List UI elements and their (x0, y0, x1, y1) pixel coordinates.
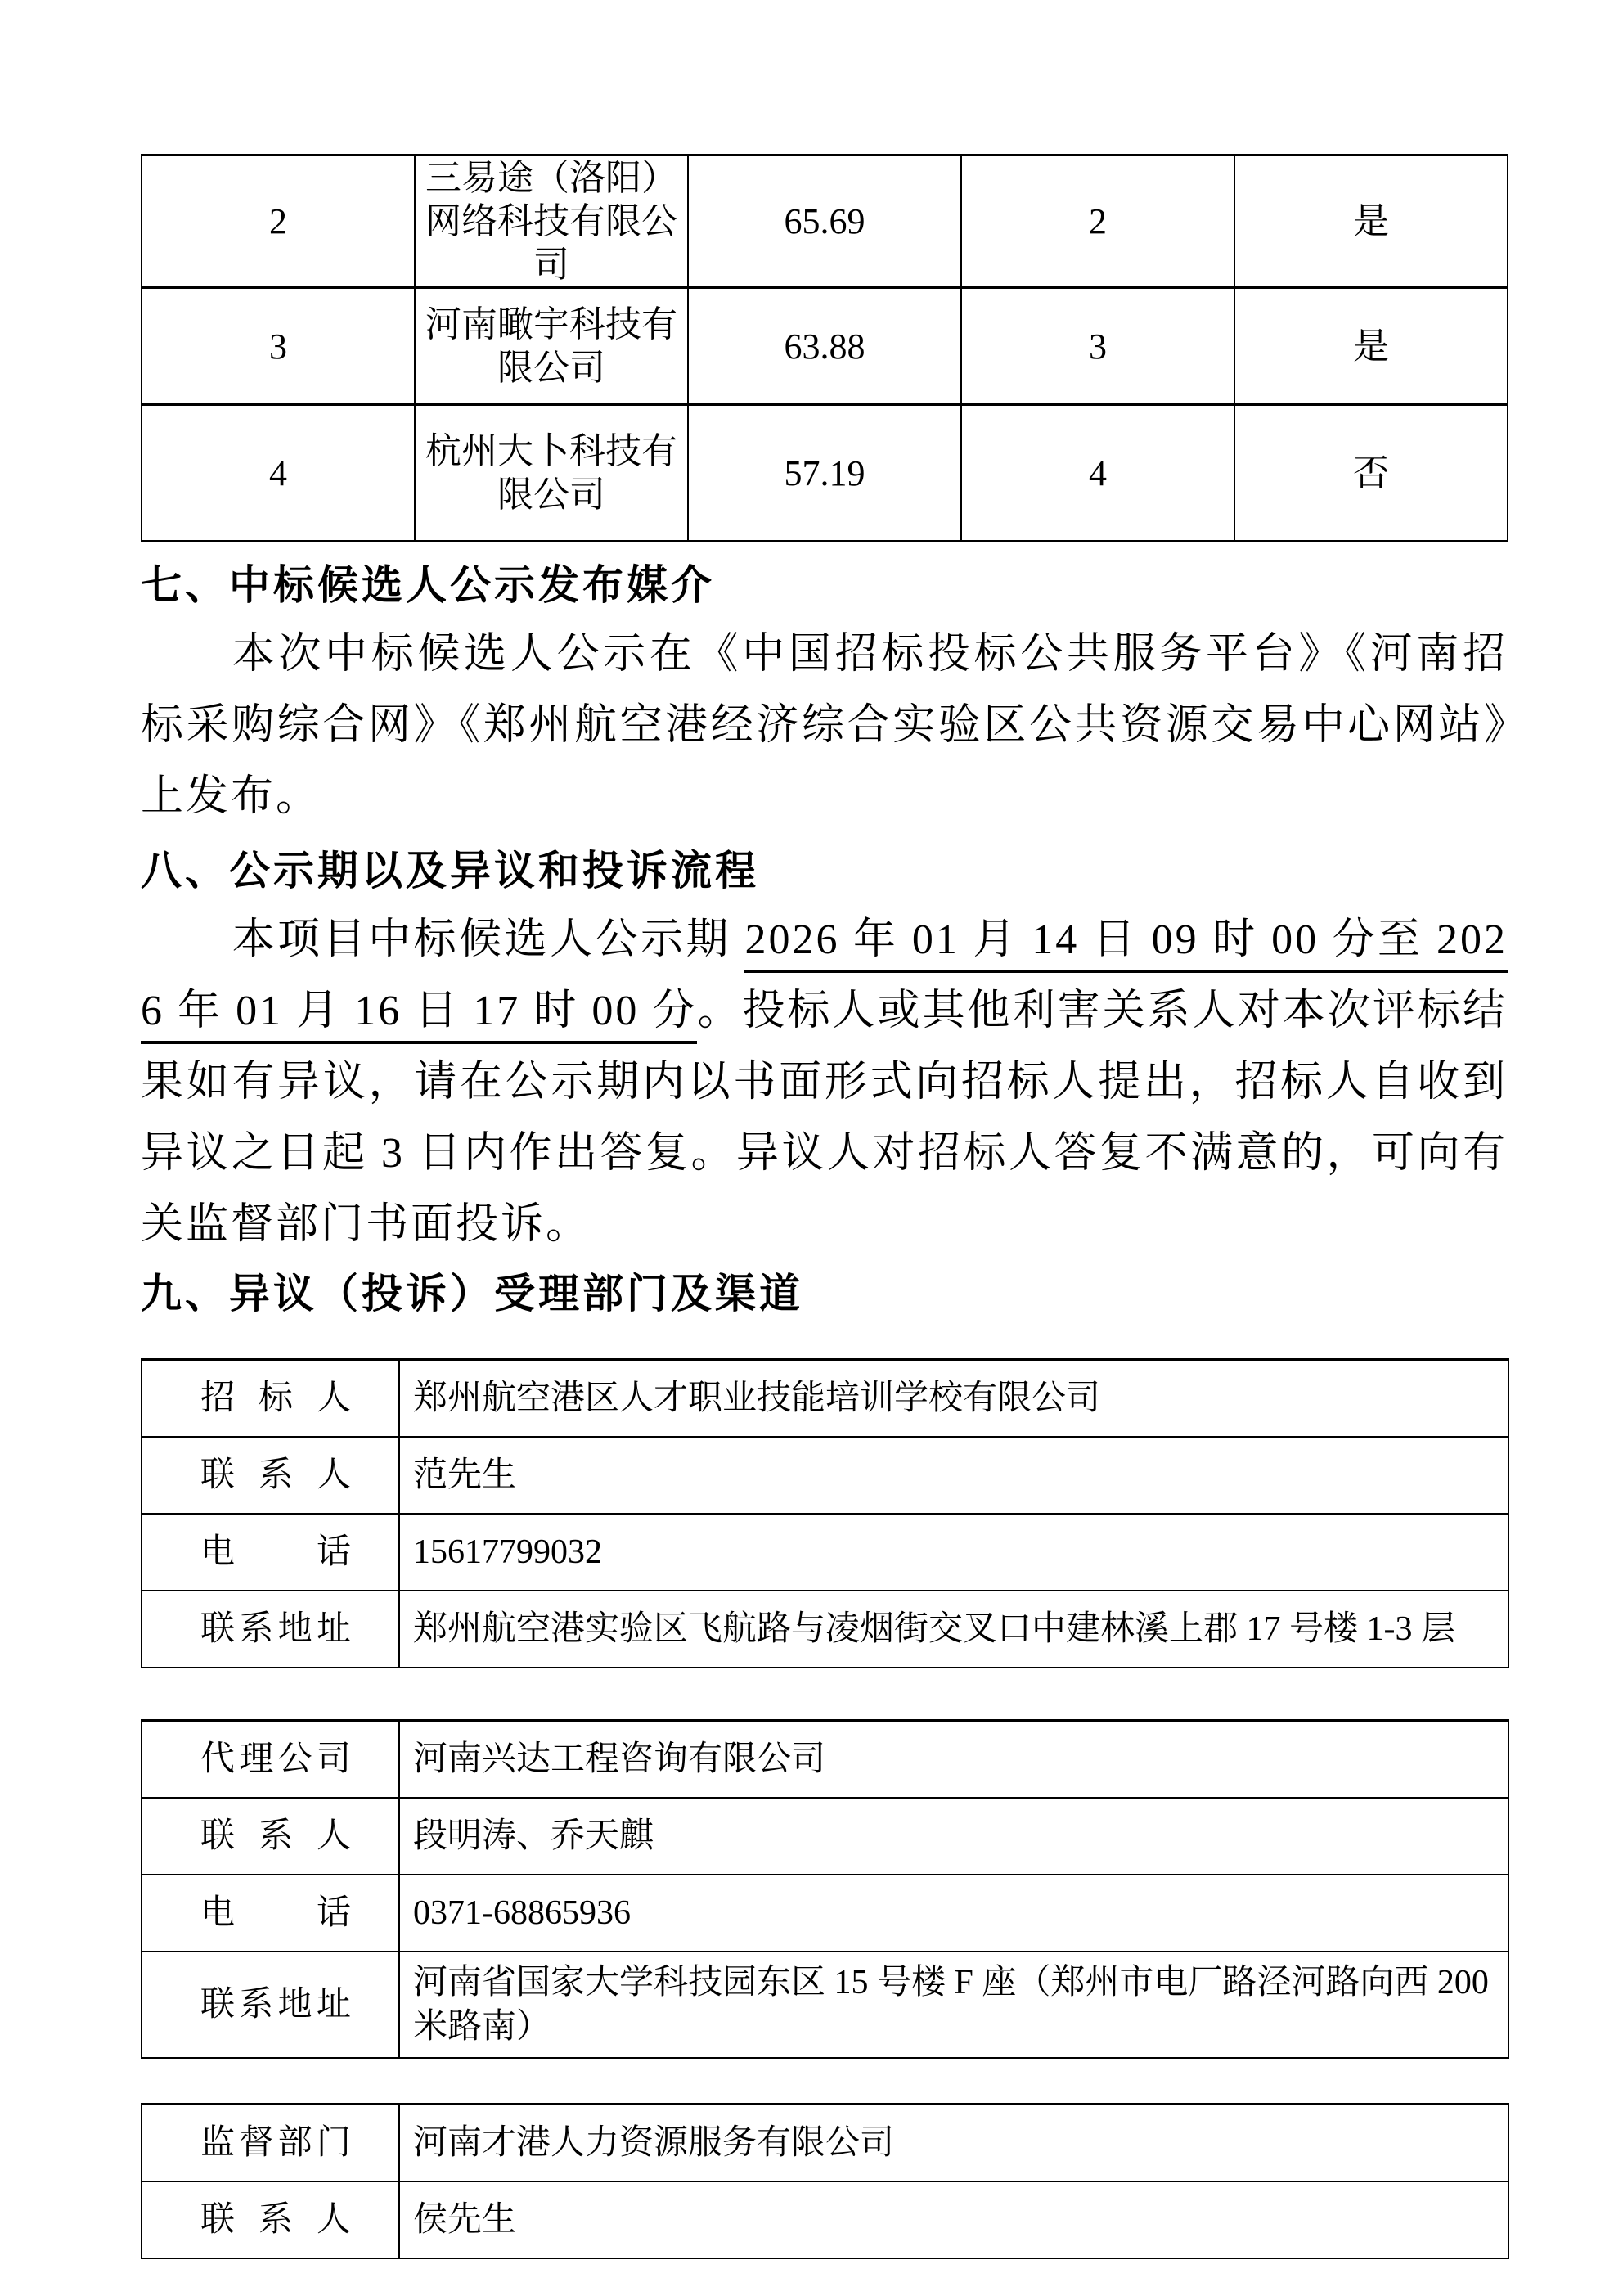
table-row (142, 1514, 1508, 1591)
section8-paragraph (141, 904, 1508, 1260)
table-row (142, 1952, 1508, 2058)
candidate-rank: 3 (961, 288, 1234, 405)
candidate-name: 三易途（洛阳）网络科技有限公司 (415, 155, 688, 288)
candidate-seq: 4 (142, 405, 415, 542)
candidate-flag: 是 (1234, 155, 1508, 288)
tenderer-address: 郑州航空港实验区飞航路与凌烟街交叉口中建林溪上郡 17 号楼 1-3 层 (399, 1591, 1508, 1668)
publicity-period-suffix: 。投标人或其他利害关系人对本次评标结果如有异议，请在公示期内以书面形式向招标人提出，招标人自收到异议之日起 3 日内作出答复。异议人对招标人答复不满意的，可向有关监督部门书面投诉。 (141, 988, 1508, 1248)
field-label: 招 标 人 (200, 1380, 351, 1417)
agency-table (141, 1719, 1509, 2059)
field-label-cell (142, 1798, 399, 1875)
field-label: 联 系 人 (200, 1456, 351, 1494)
candidate-name: 杭州大卜科技有限公司 (415, 405, 688, 542)
candidate-row (142, 288, 1508, 405)
supervisor-contact: 侯先生 (399, 2181, 1508, 2258)
field-label-cell (142, 2181, 399, 2258)
section8-heading: 八、公示期以及异议和投诉流程 (141, 848, 759, 894)
field-label: 电 话 (200, 1533, 351, 1571)
agency-contact: 段明涛、乔天麒 (399, 1798, 1508, 1875)
field-label: 电 话 (200, 1894, 351, 1932)
candidate-flag: 否 (1234, 405, 1508, 542)
field-label-cell (142, 1952, 399, 2058)
field-label-cell (142, 1437, 399, 1514)
table-row (142, 1360, 1508, 1438)
agency-address: 河南省国家大学科技园东区 15 号楼 F 座（郑州市电厂路泾河路向西 200 米路南） (399, 1952, 1508, 2058)
candidate-name: 河南瞰宇科技有限公司 (415, 288, 688, 405)
publicity-period-dates: 2026 年 01 月 14 日 09 时 00 分至 2026 年 01 月 16 日 17 时 00 分 (141, 916, 1508, 1044)
candidates-table (141, 154, 1508, 542)
candidate-score: 65.69 (688, 155, 961, 288)
section7-paragraph: 本次中标候选人公示在《中国招标投标公共服务平台》《河南招标采购综合网》《郑州航空港经济综合实验区公共资源交易中心网站》上发布。 (141, 631, 1508, 820)
candidate-seq: 2 (142, 155, 415, 288)
section9-heading: 九、异议（投诉）受理部门及渠道 (141, 1271, 803, 1317)
table-row (142, 1798, 1508, 1875)
candidate-row (142, 405, 1508, 542)
field-label: 联系地址 (200, 1610, 351, 1648)
publicity-period-prefix: 本项目中标候选人公示期 (232, 916, 745, 963)
table-row (142, 1591, 1508, 1668)
tenderer-contact: 范先生 (399, 1437, 1508, 1514)
field-label-cell (142, 1514, 399, 1591)
agency-name: 河南兴达工程咨询有限公司 (399, 1721, 1508, 1799)
supervisor-name: 河南才港人力资源服务有限公司 (399, 2105, 1508, 2182)
tenderer-table (141, 1358, 1509, 1668)
candidate-rank: 2 (961, 155, 1234, 288)
candidate-seq: 3 (142, 288, 415, 405)
field-label-cell (142, 1875, 399, 1952)
field-label-cell (142, 1721, 399, 1799)
field-label: 监督部门 (200, 2124, 351, 2162)
tenderer-phone: 15617799032 (399, 1514, 1508, 1591)
document-content (141, 0, 1508, 2259)
candidate-row (142, 155, 1508, 288)
candidate-score: 57.19 (688, 405, 961, 542)
tenderer-name: 郑州航空港区人才职业技能培训学校有限公司 (399, 1360, 1508, 1438)
table-row (142, 1437, 1508, 1514)
table-row (142, 1721, 1508, 1799)
candidate-flag: 是 (1234, 288, 1508, 405)
supervisor-table (141, 2103, 1509, 2259)
field-label-cell (142, 1360, 399, 1438)
field-label: 代理公司 (200, 1740, 351, 1778)
table-row (142, 1875, 1508, 1952)
candidate-score: 63.88 (688, 288, 961, 405)
field-label: 联系地址 (200, 1986, 351, 2024)
section7-heading: 七、中标候选人公示发布媒介 (141, 562, 715, 608)
field-label-cell (142, 2105, 399, 2182)
field-label: 联 系 人 (200, 2201, 351, 2239)
field-label-cell (142, 1591, 399, 1668)
table-row (142, 2181, 1508, 2258)
table-row (142, 2105, 1508, 2182)
agency-phone: 0371-68865936 (399, 1875, 1508, 1952)
candidate-rank: 4 (961, 405, 1234, 542)
field-label: 联 系 人 (200, 1817, 351, 1855)
